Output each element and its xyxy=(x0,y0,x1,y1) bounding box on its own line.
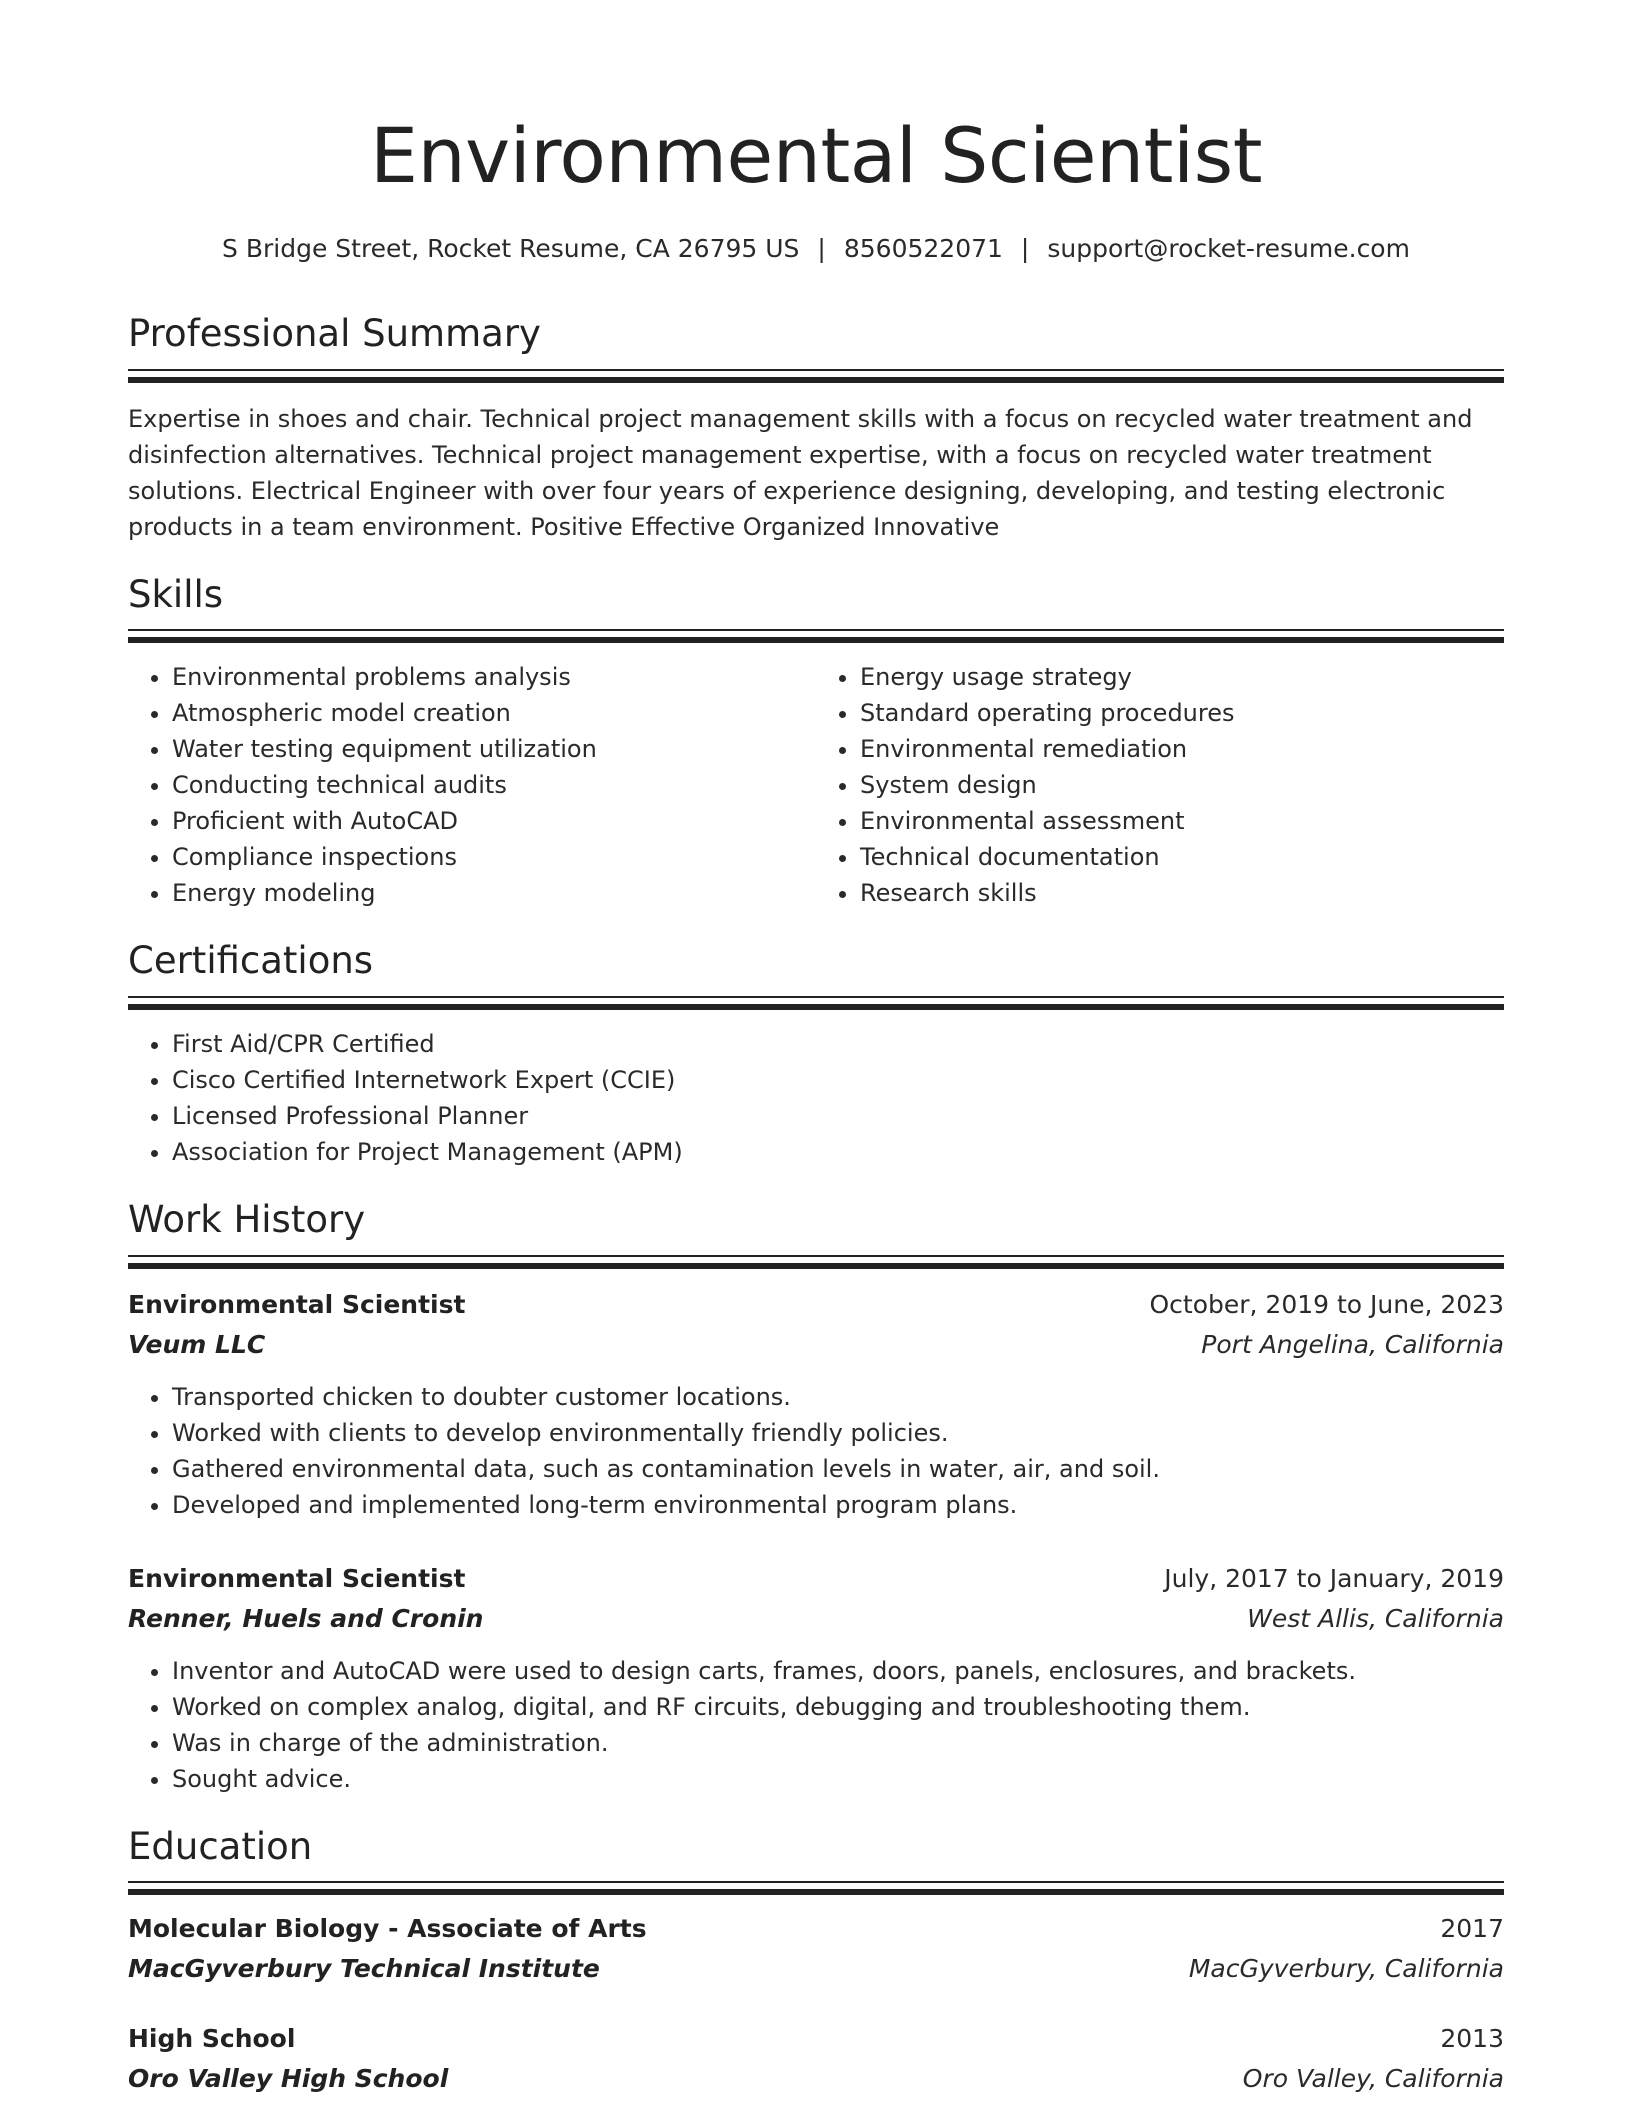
education-entry xyxy=(128,1909,1504,1989)
contact-separator: | xyxy=(1020,234,1030,263)
skill-item: • Standard operating procedures xyxy=(860,695,1504,731)
section-divider xyxy=(128,369,1504,375)
skill-item: • Atmospheric model creation xyxy=(172,695,816,731)
skill-item: • Proficient with AutoCAD xyxy=(172,803,816,839)
job-bullet: • Worked on complex analog, digital, and RF circuits, debugging and troubleshooting them. xyxy=(172,1689,1504,1725)
section-summary xyxy=(128,314,1504,545)
certification-item: • First Aid/CPR Certified xyxy=(172,1026,1504,1062)
section-work-history xyxy=(128,1200,1504,1797)
skills-grid xyxy=(128,635,1504,911)
certification-item: • Licensed Professional Planner xyxy=(172,1098,1504,1134)
skill-item: • Environmental assessment xyxy=(860,803,1504,839)
skill-item: • Conducting technical audits xyxy=(172,767,816,803)
job-bullets xyxy=(128,1653,1504,1797)
certifications-list xyxy=(128,1026,1504,1170)
job-header-row xyxy=(128,1285,1504,1325)
section-education xyxy=(128,1824,1504,2100)
education-degree: Molecular Biology - Associate of Arts xyxy=(128,1914,647,1944)
job-title: Environmental Scientist xyxy=(128,1289,466,1319)
job-bullet: • Inventor and AutoCAD were used to design carts, frames, doors, panels, enclosures, and brackets. xyxy=(172,1653,1504,1689)
job-company: Renner, Huels and Cronin xyxy=(128,1603,484,1633)
job-header-row xyxy=(128,1559,1504,1599)
contact-phone: 8560522071 xyxy=(843,234,1003,263)
section-certifications xyxy=(128,941,1504,1170)
job-bullet: • Transported chicken to doubter customer locations. xyxy=(172,1379,1504,1415)
section-divider xyxy=(128,1255,1504,1261)
job-entry xyxy=(128,1559,1504,1797)
education-school: Oro Valley High School xyxy=(128,2064,449,2094)
education-degree: High School xyxy=(128,2024,296,2054)
summary-text: Expertise in shoes and chair. Technical project management skills with a focus on recycled water treatment and disinfection alternatives. Technical project management expertise, with a focus on recycled water treatment solutions. Electrical Engineer with over four years of experience designing, developing, and testing electronic products in a team environment. Positive Effective Organized Innovative xyxy=(128,404,1473,541)
job-dates: October, 2019 to June, 2023 xyxy=(1149,1289,1504,1319)
job-bullets xyxy=(128,1379,1504,1523)
job-company-row xyxy=(128,1599,1504,1639)
job-bullet: • Was in charge of the administration. xyxy=(172,1725,1504,1761)
education-header-row xyxy=(128,2019,1504,2059)
job-bullet: • Developed and implemented long-term environmental program plans. xyxy=(172,1487,1504,1523)
job-bullet: • Sought advice. xyxy=(172,1761,1504,1797)
skill-item: • Energy usage strategy xyxy=(860,659,1504,695)
contact-line xyxy=(128,234,1504,264)
education-year: 2017 xyxy=(1440,1914,1504,1944)
education-year: 2013 xyxy=(1440,2024,1504,2054)
section-divider xyxy=(128,1881,1504,1887)
skill-item: • Environmental remediation xyxy=(860,731,1504,767)
education-school: MacGyverbury Technical Institute xyxy=(128,1954,600,1984)
education-school-row xyxy=(128,1949,1504,1989)
section-title-work-history: Work History xyxy=(128,1198,366,1242)
job-company-row xyxy=(128,1325,1504,1365)
skill-item: • Water testing equipment utilization xyxy=(172,731,816,767)
contact-address: S Bridge Street, Rocket Resume, CA 26795 US xyxy=(222,234,800,263)
job-entry xyxy=(128,1285,1504,1523)
section-skills xyxy=(128,572,1504,912)
section-title-education: Education xyxy=(128,1824,313,1868)
section-divider xyxy=(128,996,1504,1002)
education-location: Oro Valley, California xyxy=(1242,2064,1504,2094)
job-dates: July, 2017 to January, 2019 xyxy=(1164,1563,1504,1593)
job-location: West Allis, California xyxy=(1247,1603,1504,1633)
skill-item: • Technical documentation xyxy=(860,839,1504,875)
education-school-row xyxy=(128,2059,1504,2099)
section-title-certifications: Certifications xyxy=(128,939,374,983)
skill-item: • Compliance inspections xyxy=(172,839,816,875)
contact-email: support@rocket-resume.com xyxy=(1047,234,1410,263)
job-bullet: • Worked with clients to develop environmentally friendly policies. xyxy=(172,1415,1504,1451)
skills-list-right xyxy=(816,659,1504,911)
job-bullet: • Gathered environmental data, such as contamination levels in water, air, and soil. xyxy=(172,1451,1504,1487)
section-title-summary: Professional Summary xyxy=(128,312,541,355)
job-company: Veum LLC xyxy=(128,1329,266,1359)
resume-name: Environmental Scientist xyxy=(369,111,1262,200)
skill-item: • Environmental problems analysis xyxy=(172,659,816,695)
contact-separator: | xyxy=(817,234,826,263)
section-title-skills: Skills xyxy=(128,572,224,616)
certification-item: • Association for Project Management (APM) xyxy=(172,1134,1504,1170)
education-location: MacGyverbury, California xyxy=(1188,1954,1504,1984)
skill-item: • System design xyxy=(860,767,1504,803)
education-header-row xyxy=(128,1909,1504,1949)
skills-list-left xyxy=(128,659,816,911)
skill-item: • Research skills xyxy=(860,875,1504,911)
education-entry xyxy=(128,2019,1504,2099)
skill-item: • Energy modeling xyxy=(172,875,816,911)
job-location: Port Angelina, California xyxy=(1201,1329,1504,1359)
job-title: Environmental Scientist xyxy=(128,1563,466,1593)
certification-item: • Cisco Certified Internetwork Expert (CCIE) xyxy=(172,1062,1504,1098)
